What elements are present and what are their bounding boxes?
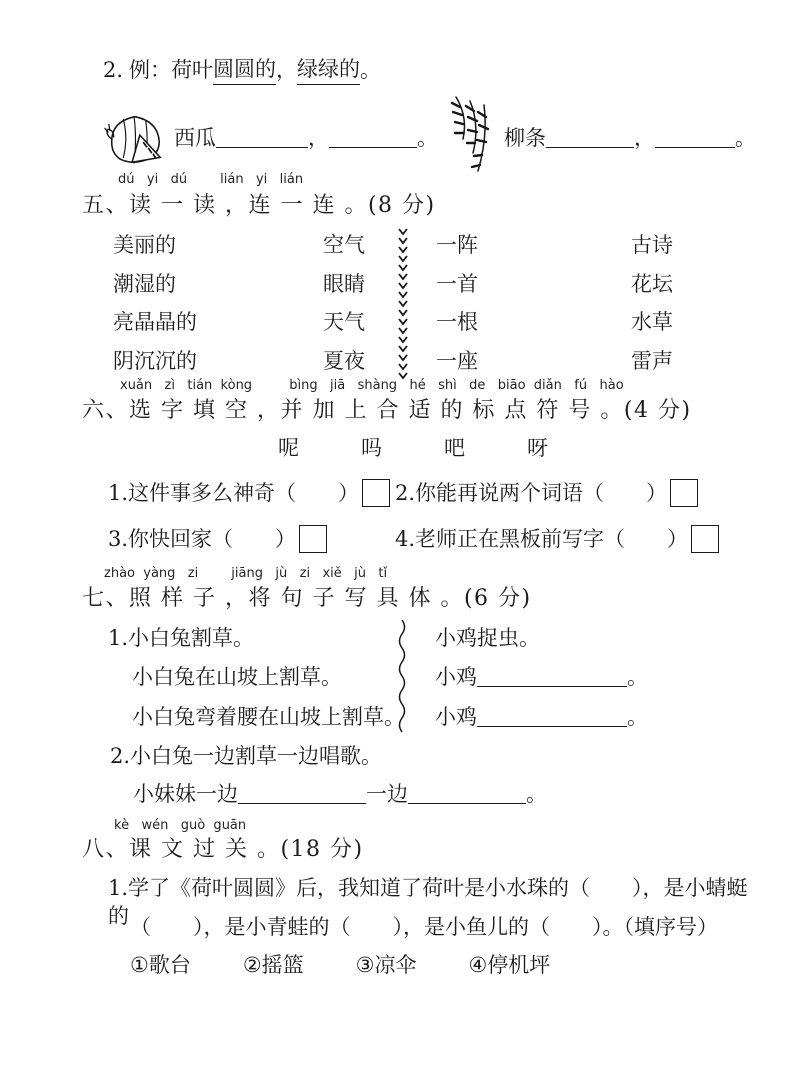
answer-box[interactable] <box>362 479 390 507</box>
match-word[interactable]: 眼睛 <box>323 271 365 296</box>
answer-lead: 小鸡 <box>435 704 477 729</box>
word-bank <box>278 434 548 462</box>
period: 。 <box>417 125 438 150</box>
willow-word: 柳条 <box>504 125 546 150</box>
exercise-row <box>108 618 768 658</box>
question-text <box>108 479 395 507</box>
fill-blank[interactable] <box>477 667 627 687</box>
match-word[interactable]: 夏夜 <box>323 348 365 373</box>
options-row <box>130 951 550 979</box>
section5-title: 五、读 一 读 ，连 一 连 。(8 分) <box>82 193 436 218</box>
match-word[interactable]: 美丽的 <box>113 233 176 258</box>
question-sentence: 3.你快回家（ ） <box>108 526 297 551</box>
question-text <box>108 525 395 553</box>
match-word[interactable]: 天气 <box>323 310 365 335</box>
question1-line2: （ ），是小青蛙的（ ），是小鱼儿的（ ）。（填序号） <box>130 915 718 939</box>
word-bank-item[interactable]: 呢 <box>278 436 299 460</box>
answer-lead: 小鸡 <box>435 665 477 690</box>
match-word[interactable]: 古诗 <box>631 233 673 258</box>
fill-mid: 一边 <box>366 782 408 806</box>
period: 。 <box>360 58 382 82</box>
match-word[interactable]: 一首 <box>436 271 478 296</box>
answer-sentence: 小鸡捉虫。 <box>435 625 540 650</box>
match-word[interactable]: 一根 <box>436 310 478 335</box>
example-sentence: 小白兔弯着腰在山坡上割草。 <box>132 704 405 729</box>
fill-blank[interactable] <box>546 128 634 148</box>
period: 。 <box>627 665 648 690</box>
option-item[interactable]: ①歌台 <box>130 953 191 977</box>
item2-sentence: 2.小白兔一边割草一边唱歌。 <box>110 744 383 768</box>
word-bank-item[interactable]: 呀 <box>527 436 548 460</box>
option-item[interactable]: ④停机坪 <box>468 953 551 977</box>
fill-prefix: 小妹妹一边 <box>133 782 238 806</box>
question1-line1: 1.学了《荷叶圆圆》后，我知道了荷叶是小水珠的（ ），是小蜻蜓的 <box>108 876 748 929</box>
section6-title: 六、选 字 填 空 ，并 加 上 合 适 的 标 点 符 号 。(4 分) <box>82 398 692 423</box>
match-word[interactable]: 花坛 <box>631 271 673 296</box>
watermelon-icon <box>104 108 166 168</box>
word-bank-item[interactable]: 吧 <box>444 436 465 460</box>
period: 。 <box>627 704 648 729</box>
fill-blank[interactable] <box>408 784 526 804</box>
match-word[interactable]: 一座 <box>436 348 478 373</box>
wavy-divider <box>396 620 408 734</box>
fill-blank[interactable] <box>238 784 366 804</box>
section8-title: 八、课 文 过 关 。(18 分) <box>82 837 364 862</box>
answer-sentence <box>435 663 648 691</box>
exercise-row <box>108 658 768 698</box>
underlined-word-1: 圆圆的 <box>213 55 276 85</box>
punctuation-items <box>108 470 768 562</box>
example-sentence: 小白兔在山坡上割草。 <box>132 665 342 690</box>
word-bank-item[interactable]: 吗 <box>361 436 382 460</box>
question-text <box>395 479 698 507</box>
question-sentence: 2.你能再说两个词语（ ） <box>395 480 668 505</box>
matching-exercise <box>113 226 753 380</box>
match-word[interactable]: 水草 <box>631 310 673 335</box>
match-word[interactable]: 潮湿的 <box>113 271 176 296</box>
example-sentence: 1.小白兔割草。 <box>108 625 255 650</box>
option-item[interactable]: ③凉伞 <box>355 953 417 977</box>
comma: ， <box>308 125 329 150</box>
watermelon-word: 西瓜 <box>174 125 216 150</box>
match-word[interactable]: 阴沉沉的 <box>113 348 197 373</box>
section7-title: 七、照 样 子 ，将 句 子 写 具 体 。(6 分) <box>82 586 532 611</box>
example-prefix: 例：荷叶 <box>129 58 214 82</box>
answer-box[interactable] <box>691 525 719 553</box>
underlined-word-2: 绿绿的 <box>297 55 360 85</box>
answer-box[interactable] <box>299 525 327 553</box>
period: 。 <box>526 782 547 806</box>
section7-pinyin: zhào yàng zi jiāng jù zi xiě jù tǐ <box>104 566 388 581</box>
fill-blank[interactable] <box>655 128 735 148</box>
item2-fill-line <box>133 780 547 808</box>
fill-in-row <box>104 94 756 182</box>
item-row <box>108 516 768 562</box>
match-row <box>113 303 753 342</box>
match-word[interactable]: 空气 <box>323 233 365 258</box>
fill-blank[interactable] <box>329 128 417 148</box>
fill-blank[interactable] <box>216 128 308 148</box>
section8-pinyin: kè wén guò guān <box>114 818 247 833</box>
exercise-row <box>108 697 768 737</box>
example-sentence <box>103 55 381 85</box>
item-row <box>108 470 768 516</box>
match-row <box>113 342 753 381</box>
match-word[interactable]: 雷声 <box>631 348 673 373</box>
period: 。 <box>735 125 756 150</box>
question-sentence: 1.这件事多么神奇（ ） <box>108 480 360 505</box>
arrow-dotted-divider <box>397 228 409 380</box>
willow-branch-icon <box>448 95 498 181</box>
section5-pinyin: dú yi dú lián yi lián <box>118 172 304 187</box>
match-word[interactable]: 一阵 <box>436 233 478 258</box>
question-text <box>395 525 719 553</box>
section6-pinyin: xuǎn zì tián kòng bìng jiā shàng hé shì de biāo diǎn fú hào <box>120 378 624 393</box>
question-sentence: 4.老师正在黑板前写字（ ） <box>395 526 689 551</box>
match-word[interactable]: 亮晶晶的 <box>113 310 197 335</box>
comma: ， <box>634 125 655 150</box>
match-row <box>113 265 753 304</box>
answer-sentence <box>435 703 648 731</box>
match-row <box>113 226 753 265</box>
item-number: 2. <box>103 58 124 82</box>
fill-blank[interactable] <box>477 707 627 727</box>
comma: ， <box>276 58 298 82</box>
sentence-expansion-exercise <box>108 618 768 737</box>
answer-box[interactable] <box>670 479 698 507</box>
option-item[interactable]: ②摇篮 <box>242 953 304 977</box>
